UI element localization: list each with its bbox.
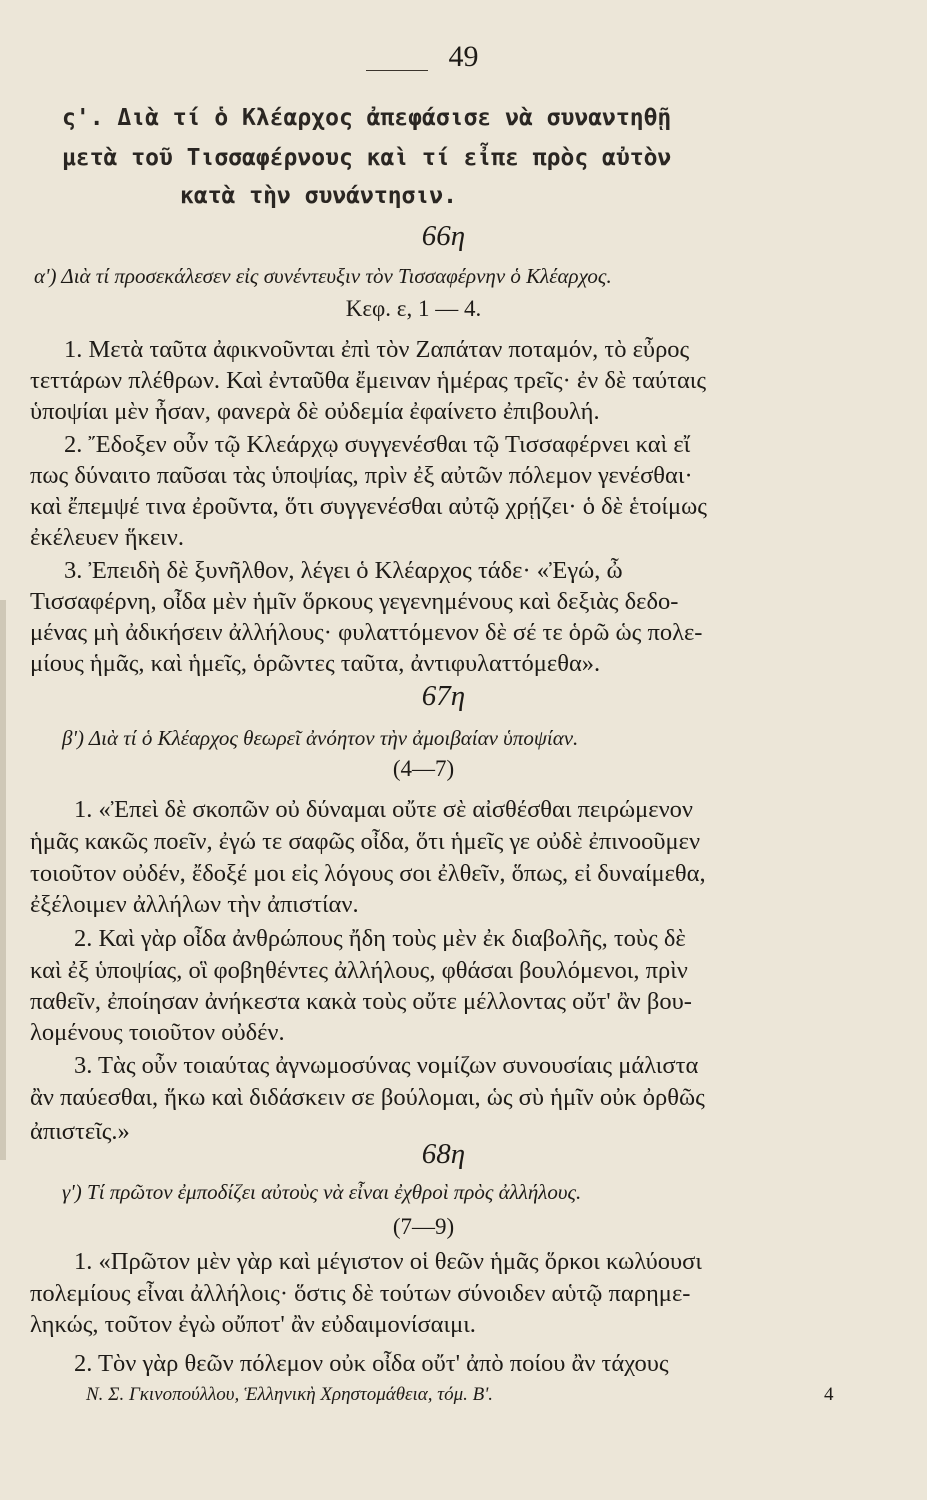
section-question: γ') Τί πρῶτον ἐμποδίζει αὐτοὺς νὰ εἶναι ἐχθροὶ πρὸς ἀλλήλους. <box>62 1180 582 1204</box>
text-line: πολεμίους εἶναι ἀλλήλοις· ὅστις δὲ τούτων σύνοιδεν αὑτῷ παρημε- <box>30 1280 691 1307</box>
text-line: 2. Τὸν γὰρ θεῶν πόλεμον οὐκ οἶδα οὔτ' ἀπὸ ποίου ἂν τάχους <box>74 1350 669 1377</box>
text-line: ἂν παύεσθαι, ἥκω καὶ διδάσκειν σε βούλομαι, ὡς σὺ ἡμῖν οὐκ ὀρθῶς <box>30 1084 705 1111</box>
section-reference: Κεφ. ε, 1 — 4. <box>345 296 482 321</box>
text-line: 2. Καὶ γὰρ οἶδα ἀνθρώπους ἤδη τοὺς μὲν ἐκ διαβολῆς, τοὺς δὲ <box>74 925 686 952</box>
text-line: Τισσαφέρνη, οἶδα μὲν ἡμῖν ὅρκους γεγενημένους καὶ δεξιὰς δεδο- <box>30 588 679 615</box>
text-line: 2. Ἔδοξεν οὖν τῷ Κλεάρχῳ συγγενέσθαι τῷ Τισσαφέρνει καὶ εἴ <box>64 431 691 458</box>
text-line: μένας μὴ ἀδικήσειν ἀλλήλους· φυλαττόμενον δὲ σέ τε ὁρῶ ὡς πολε- <box>30 619 703 646</box>
text-line: μίους ἡμᾶς, καὶ ἡμεῖς, ὁρῶντες ταῦτα, ἀντιφυλαττόμεθα». <box>30 650 601 677</box>
text-line: τοιοῦτον οὐδέν, ἔδοξέ μοι εἰς λόγους σοι ἐλθεῖν, ὅπως, εἰ δυναίμεθα, <box>30 860 706 887</box>
chapter-heading-line-1: ς'. Διὰ τί ὁ Κλέαρχος ἀπεφάσισε νὰ συναντηθῇ <box>62 105 672 131</box>
text-line: ἐκέλευεν ἥκειν. <box>30 524 184 551</box>
text-line: ἡμᾶς κακῶς ποεῖν, ἐγώ τε σαφῶς οἶδα, ὅτι ἡμεῖς γε οὐδὲ ἐπινοοῦμεν <box>30 828 701 855</box>
chapter-heading-line-3: κατὰ τὴν συνάντησιν. <box>180 183 457 209</box>
footer-signature-number: 4 <box>824 1384 834 1405</box>
section-question: α') Διὰ τί προσεκάλεσεν εἰς συνέντευξιν τὸν Τισσαφέρνην ὁ Κλέαρχος. <box>34 264 612 288</box>
section-question: β') Διὰ τί ὁ Κλέαρχος θεωρεῖ ἀνόητον τὴν ἀμοιβαίαν ὑποψίαν. <box>62 726 579 750</box>
section-number: 68η <box>421 1138 466 1170</box>
text-line: 1. Μετὰ ταῦτα ἀφικνοῦνται ἐπὶ τὸν Ζαπάταν ποταμόν, τὸ εὖρος <box>64 336 690 363</box>
text-line: καὶ ἔπεμψέ τινα ἐροῦντα, ὅτι συγγενέσθαι αὐτῷ χρῄζει· ὁ δὲ ἑτοίμως <box>30 493 707 520</box>
page-number-rule <box>366 70 428 71</box>
chapter-heading-line-2: μετὰ τοῦ Τισσαφέρνους καὶ τί εἶπε πρὸς αὐτὸν <box>62 145 672 171</box>
section-number: 67η <box>421 680 466 712</box>
text-line: καὶ ἐξ ὑποψίας, οἳ φοβηθέντες ἀλλήλους, φθάσαι βουλόμενοι, πρὶν <box>30 957 688 984</box>
text-line: λομένους τοιοῦτον οὐδέν. <box>30 1019 285 1046</box>
footer <box>86 1384 915 1406</box>
text-line: 3. Ἐπειδὴ δὲ ξυνῆλθον, λέγει ὁ Κλέαρχος τάδε· «Ἐγώ, ὦ <box>64 557 623 584</box>
text-line: 3. Τὰς οὖν τοιαύτας ἀγνωμοσύνας νομίζων συνουσίαις μάλιστα <box>74 1052 699 1079</box>
text-line: 1. «Πρῶτον μὲν γὰρ καὶ μέγιστον οἱ θεῶν ἡμᾶς ὅρκοι κωλύουσι <box>74 1248 702 1275</box>
text-line: ὑποψίαι μὲν ἦσαν, φανερὰ δὲ οὐδεμία ἐφαίνετο ἐπιβουλή. <box>30 398 600 425</box>
text-line: ἀπιστεῖς.» <box>30 1118 130 1145</box>
section-reference: (4—7) <box>392 756 455 781</box>
text-line: τεττάρων πλέθρων. Καὶ ἐνταῦθα ἔμειναν ἡμέρας τρεῖς· ἐν δὲ ταύταις <box>30 367 707 394</box>
page-number: 49 <box>448 40 479 73</box>
text-line: ληκώς, τοῦτον ἐγὼ οὔποτ' ἂν εὐδαιμονίσαιμι. <box>30 1311 476 1338</box>
footer-citation: Ν. Σ. Γκινοπούλλου, Ἑλληνικὴ Χρηστομάθεια, τόμ. Β'. <box>86 1384 494 1405</box>
section-reference: (7—9) <box>392 1214 455 1239</box>
text-line: 1. «Ἐπεὶ δὲ σκοπῶν οὐ δύναμαι οὔτε σὲ αἰσθέσθαι πειρώμενον <box>74 796 693 823</box>
text-line: παθεῖν, ἐποίησαν ἀνήκεστα κακὰ τοὺς οὔτε μέλλοντας οὔτ' ἂν βου- <box>30 988 692 1015</box>
text-line: ἐξέλοιμεν ἀλλήλων τὴν ἀπιστίαν. <box>30 891 359 918</box>
section-number: 66η <box>421 220 466 252</box>
text-line: πως δύναιτο παῦσαι τὰς ὑποψίας, πρὶν ἐξ αὐτῶν πόλεμον γενέσθαι· <box>30 462 693 489</box>
